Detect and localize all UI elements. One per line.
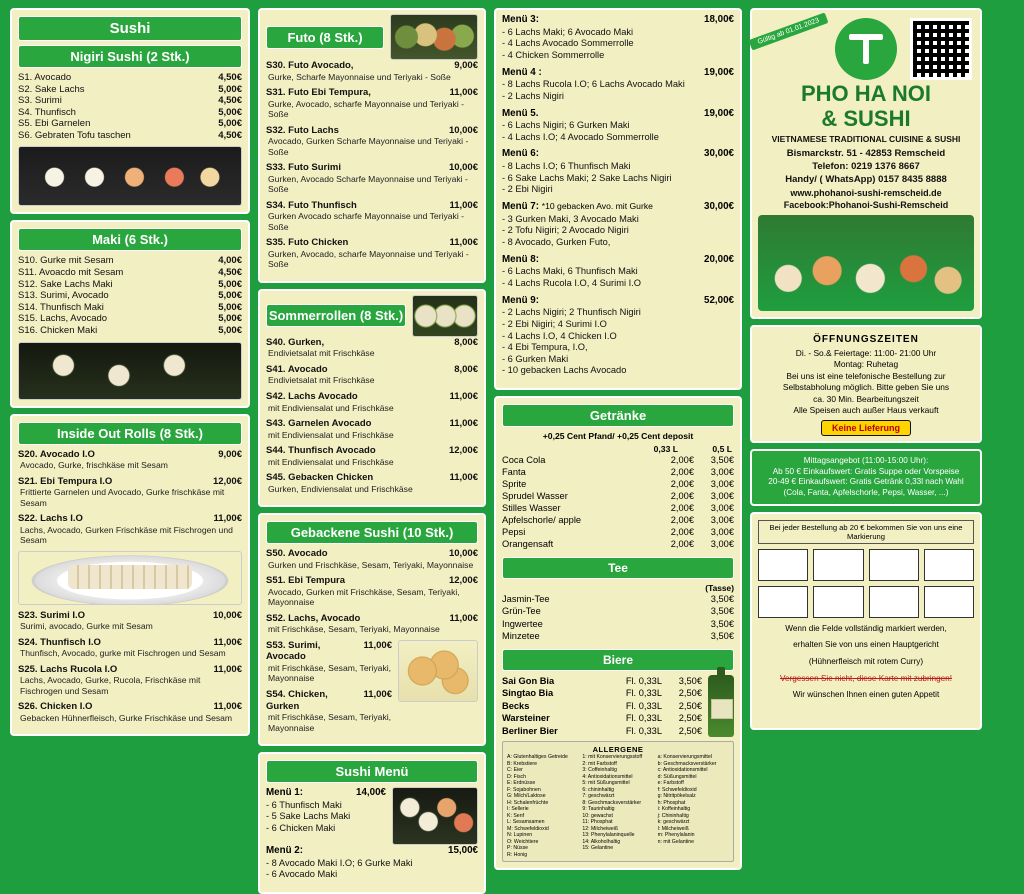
menu-item: Menü 3: 18,00€ - 6 Lachs Maki; 6 Avocado Maki - 4 Lachs Avocado Sommerrolle - 4 Chicken Sommerrolle	[502, 14, 734, 60]
list-item: S15. Lachs, Avocado 5,00€	[18, 313, 242, 325]
sushi-menue-photo	[392, 787, 478, 845]
menu-item: Menü 6: 30,00€ - 8 Lachs I.O; 6 Thunfisch Maki - 6 Sake Lachs Maki; 2 Sake Lachs Nigiri - 2 Ebi Nigiri	[502, 148, 734, 195]
gebacken-item: S52. Lachs, Avocado 11,00€ mit Frischkäse, Sesam, Teriyaki, Mayonnaise	[266, 612, 478, 635]
loyalty-msg: erhalten Sie von uns einen Hauptgericht	[793, 640, 939, 650]
column-futo	[258, 8, 486, 880]
menu-columns	[10, 8, 1014, 880]
opening-hours	[750, 325, 982, 443]
stamp-cell[interactable]	[869, 549, 919, 581]
io-item: S20. Avocado I.O 9,00€ Avocado, Gurke, frischkäse mit Sesam	[18, 448, 242, 471]
futo-photo	[390, 14, 478, 60]
opening-hours-title: ÖFFNUNGSZEITEN	[813, 333, 919, 345]
tagline: VIETNAMESE TRADITIONAL CUISINE & SUSHI	[771, 134, 961, 145]
maki-photo	[18, 342, 242, 400]
loyalty-note: Bei jeder Bestellung ab 20 € bekommen Sie von uns eine Markierung	[758, 520, 974, 544]
tee-list	[502, 593, 734, 643]
panel-menues	[494, 8, 742, 390]
column-sushi	[10, 8, 250, 730]
table-row: Fanta 2,00€ 3,00€	[502, 467, 734, 478]
inside-out-photo	[18, 551, 242, 605]
futo-item: S34. Futo Thunfisch 11,00€ Gurken Avocado scharfe Mayonnaise und Teriyaki - Soße	[266, 199, 478, 232]
hours-line: ca. 30 Min. Bearbeitungszeit	[813, 393, 919, 404]
table-row: Sai Gon Bia Fl. 0,33L 3,50€	[502, 675, 702, 686]
menu-item: Menü 7: *10 gebacken Avo. mit Gurke 30,00€ - 3 Gurken Maki, 3 Avocado Maki - 2 Tofu Nigiri; 2 Avocado Nigiri - 8 Avocado, Gurken Futo,	[502, 201, 734, 247]
panel-gebackene-sushi	[258, 513, 486, 746]
list-item: S11. Avoacdo mit Sesam 4,50€	[18, 267, 242, 279]
table-row: Orangensaft 2,00€ 3,00€	[502, 539, 734, 550]
section-title-getraenke: Getränke	[502, 404, 734, 427]
allergene-box	[502, 741, 734, 862]
allergene-col-lowercase: a: Konservierungsmittel b: Geschmacksverstärker c: Antioxidationsmittel d: Süßungsmittel e: Farbstoff f: Schwefeldioxid g: Nitritpökelsalz h: Phosphat i: Koffeinhaltig j: Chininhaltig k: geschwärzt l: Milcheiweiß m: Phenylalanin n: mit Gelantine	[657, 754, 717, 845]
io-item: S26. Chicken I.O 11,00€ Gebacken Hühnerfleisch, Gurke Frischkäse und Sesam	[18, 701, 242, 723]
loyalty-msg: Wenn die Felde vollständig markiert werden,	[785, 623, 947, 633]
allergene-col-numbers: 1: mit Konservierungsstoff 2: mit Farbstoff 3: Coffeinhaltig 4: Antioxidationsmittel 5: mit Süßungsmittel 6: chininhaltig 7: geschwärzt 8: Geschmacksverstärker 9: Taurinhaltig 10: gewachst 11: Phosphat 12: Milcheiweiß 13: Phenylalaninquelle 14: Alkoholhaltig 15: Gelantine	[582, 754, 643, 852]
facebook-link[interactable]: Facebook:Phohanoi-Sushi-Remscheid	[783, 199, 949, 210]
allergene-col-letters: A: Glutenhaltiges Getreide B: Krebstiere C: Eier D: Fisch E: Erdnüsse F: Sojabohnen G: Milch/Laktose H: Schalenfrüchte I: Sellerie K: Senf L: Sesamsamen M: Schwefeldioxid N: Lupinen O: Weichtiere P: Nüsse R: Honig	[507, 754, 568, 858]
hero-food-photo	[758, 215, 974, 311]
stamp-grid	[758, 549, 974, 618]
stamp-cell[interactable]	[813, 586, 863, 618]
stamp-cell[interactable]	[758, 549, 808, 581]
lunch-line: (Cola, Fanta, Apfelschorle, Pepsi, Wasser, ...)	[783, 487, 949, 497]
pfand-note: +0,25 Cent Pfand/ +0,25 Cent deposit	[542, 430, 694, 441]
hours-line: Montag: Ruhetag	[833, 359, 899, 370]
section-title-inside-out: Inside Out Rolls (8 Stk.)	[18, 422, 242, 445]
loyalty-msg-strikethrough: Vergessen Sie nicht, diese Karte mit zubringen!	[779, 673, 953, 683]
menu-item: Menü 4 : 19,00€ - 8 Lachs Rucola I.O; 6 Lachs Avocado Maki - 2 Lachs Nigiri	[502, 66, 734, 101]
sommer-item: S43. Garnelen Avocado 11,00€ mit Endiviensalat und Frischkäse	[266, 417, 478, 440]
address: Bismarckstr. 51 - 42853 Remscheid	[786, 148, 946, 160]
hours-line: Selbstabholung möglich. Bitte geben Sie uns	[782, 382, 950, 393]
menu-item: Menü 1: 14,00€ - 6 Thunfisch Maki - 5 Sake Lachs Maki - 6 Chicken Maki	[266, 787, 386, 834]
futo-item: S35. Futo Chicken 11,00€ Gurken, Avocado, scharfe Mayonnaise und Teriyaki - Soße	[266, 237, 478, 270]
table-row: Apfelschorle/ apple 2,00€ 3,00€	[502, 515, 734, 526]
futo-item: S30. Futo Avocado, 9,00€ Gurke, Scharfe Mayonnaise und Teriyaki - Soße	[266, 60, 478, 82]
section-title-sushi: Sushi	[18, 16, 242, 41]
section-title-gebackene: Gebackene Sushi (10 Stk.)	[266, 521, 478, 544]
tee-unit: (Tasse)	[705, 582, 734, 593]
io-item: S22. Lachs I.O 11,00€ Lachs, Avocado, Gurken Frischkäse mit Fischrogen und Sesam	[18, 513, 242, 546]
table-row: Minzetee 3,50€	[502, 631, 734, 642]
sommerrollen-photo	[412, 295, 478, 337]
biere-list	[502, 675, 702, 738]
gebacken-item: S50. Avocado 10,00€ Gurken und Frischkäse, Sesam, Teriyaki, Mayonnaise	[266, 548, 478, 570]
section-title-biere: Biere	[502, 649, 734, 671]
list-item: S12. Sake Lachs Maki 5,00€	[18, 278, 242, 290]
brand-header	[750, 8, 982, 319]
column-menues-getraenke	[494, 8, 742, 858]
table-row: Ingwertee 3,50€	[502, 618, 734, 629]
gebackene-photo	[398, 640, 478, 702]
hours-line: Di. - So.& Feiertage: 11:00- 21:00 Uhr	[795, 347, 937, 358]
drinks-list	[502, 454, 734, 551]
list-item: S16. Chicken Maki 5,00€	[18, 324, 242, 336]
stamp-cell[interactable]	[924, 549, 974, 581]
sommer-item: S42. Lachs Avocado 11,00€ mit Endiviensalat und Frischkäse	[266, 390, 478, 413]
sommer-item: S44. Thunfisch Avocado 12,00€ mit Endiviensalat und Frischkäse	[266, 445, 478, 467]
drink-size-header: 0,33 L 0,5 L	[653, 443, 732, 454]
loyalty-card	[750, 512, 982, 730]
panel-getraenke	[494, 396, 742, 871]
hours-line: Bei uns ist eine telefonische Bestellung zur	[786, 370, 946, 381]
futo-item: S32. Futo Lachs 10,00€ Avocado, Gurken Scharfe Mayonnaise und Teriyaki - Soße	[266, 124, 478, 157]
table-row: Becks Fl. 0,33L 2,50€	[502, 700, 702, 711]
table-row: Berliner Bier Fl. 0,33L 2,50€	[502, 725, 702, 736]
table-row: Jasmin-Tee 3,50€	[502, 593, 734, 604]
qr-code-icon[interactable]	[910, 18, 972, 80]
futo-item: S33. Futo Surimi 10,00€ Gurken, Avocado Scharfe Mayonnaise und Teriyaki - Soße	[266, 162, 478, 195]
table-row: Coca Cola 2,00€ 3,50€	[502, 454, 734, 465]
menu-item: Menü 8: 20,00€ - 6 Lachs Maki, 6 Thunfisch Maki - 4 Lachs Rucola I.O, 4 Surimi I.O	[502, 253, 734, 288]
io-item: S21. Ebi Tempura I.O 12,00€ Frittierte Garnelen und Avocado, Gurke frischkäse mit Sesam	[18, 475, 242, 508]
list-item: S5. Ebi Garnelen 5,00€	[18, 118, 242, 130]
mobile: Handy/ ( WhatsApp) 0157 8435 8888	[785, 173, 947, 185]
section-title-sushi-menue: Sushi Menü	[266, 760, 478, 783]
panel-sushi	[10, 8, 250, 214]
panel-sushi-menue	[258, 752, 486, 894]
list-item: S13. Surimi, Avocado 5,00€	[18, 290, 242, 302]
table-row: Sprudel Wasser 2,00€ 3,00€	[502, 491, 734, 502]
restaurant-logo-icon	[835, 18, 897, 80]
section-title-sommerrollen: Sommerrollen (8 Stk.)	[266, 304, 406, 327]
lunch-line: 20-49 € Einkaufswert: Gratis Getränk 0,33l nach Wahl	[768, 477, 964, 487]
table-row: Grün-Tee 3,50€	[502, 606, 734, 617]
list-item: S2. Sake Lachs 5,00€	[18, 83, 242, 95]
list-item: S14. Thunfisch Maki 5,00€	[18, 301, 242, 313]
loyalty-msg: Wir wünschen Ihnen einen guten Appetit	[792, 690, 940, 700]
page-subtitle: & SUSHI	[821, 106, 911, 132]
panel-inside-out	[10, 414, 250, 737]
list-item: S4. Thunfisch 5,00€	[18, 106, 242, 118]
menu-item: Menü 2: 15,00€ - 8 Avocado Maki I.O; 6 Gurke Maki - 6 Avocado Maki	[266, 845, 478, 880]
lunch-offer	[750, 449, 982, 506]
stamp-cell[interactable]	[758, 586, 808, 618]
gebacken-item: S51. Ebi Tempura 12,00€ Avocado, Gurken mit Frischkäse, Sesam, Teriyaki, Mayonnaise	[266, 575, 478, 608]
page-title: PHO HA NOI	[801, 81, 931, 106]
lunch-line: Ab 50 € Einkaufswert: Gratis Suppe oder Vorspeise	[772, 466, 960, 476]
panel-maki	[10, 220, 250, 407]
section-title-nigiri: Nigiri Sushi (2 Stk.)	[18, 45, 242, 68]
status-badge: Keine Lieferung	[821, 420, 911, 436]
table-row: Singtao Bia Fl. 0,33L 2,50€	[502, 688, 702, 699]
section-title-futo: Futo (8 Stk.)	[266, 26, 384, 49]
table-row: Stilles Wasser 2,00€ 3,00€	[502, 503, 734, 514]
list-item: S3. Surimi 4,50€	[18, 95, 242, 107]
panel-futo	[258, 8, 486, 283]
table-row: Pepsi 2,00€ 3,00€	[502, 527, 734, 538]
futo-item: S31. Futo Ebi Tempura, 11,00€ Gurke, Avocado, scharfe Mayonnaise und Teriyaki - Soße	[266, 87, 478, 120]
table-row: Warsteiner Fl. 0,33L 2,50€	[502, 713, 702, 724]
gebacken-item: S53. Surimi, Avocado 11,00€ mit Frischkäse, Sesam, Teriyaki, Mayonnaise	[266, 639, 392, 684]
table-row: Sprite 2,00€ 3,00€	[502, 479, 734, 490]
io-item: S25. Lachs Rucola I.O 11,00€ Lachs, Avocado, Gurke, Rucola, Frischkäse mit Fischrogen und Sesam	[18, 663, 242, 696]
allergene-title: ALLERGENE	[592, 745, 644, 755]
sommer-item: S45. Gebacken Chicken 11,00€ Gurken, Endiviensalat und Frischkäse	[266, 472, 478, 494]
nigiri-photo	[18, 146, 242, 206]
validity-ribbon: Gültig ab 01.01.2023	[749, 12, 829, 50]
menu-item: Menü 9: 52,00€ - 2 Lachs Nigiri; 2 Thunfisch Nigiri - 2 Ebi Nigiri; 4 Surimi I.O - 4 Lachs I.O, 4 Chicken I.O - 4 Ebi Tempura, I.O, - 6 Gurken Maki - 10 gebacken Lachs Avocado	[502, 294, 734, 376]
gebacken-item: S54. Chicken, Gurken 11,00€ mit Frischkäse, Sesam, Teriyaki, Mayonnaise	[266, 688, 392, 733]
list-item: S6. Gebraten Tofu taschen 4,50€	[18, 129, 242, 141]
io-item: S24. Thunfisch I.O 11,00€ Thunfisch, Avocado, gurke mit Fischrogen und Sesam	[18, 636, 242, 659]
stamp-cell[interactable]	[869, 586, 919, 618]
panel-sommerrollen	[258, 289, 486, 507]
phone: Telefon: 0219 1376 8667	[812, 161, 920, 172]
io-item: S23. Surimi I.O 10,00€ Surimi, avocado, Gurke mit Sesam	[18, 609, 242, 632]
nigiri-list	[18, 72, 242, 141]
stamp-cell[interactable]	[924, 586, 974, 618]
menu-item: Menü 5. 19,00€ - 6 Lachs Nigiri; 6 Gurken Maki - 4 Lachs I.O; 4 Avocado Sommerrolle	[502, 107, 734, 142]
section-title-tee: Tee	[502, 557, 734, 579]
sommer-item: S40. Gurken, 8,00€ Endivietsalat mit Frischkäse	[266, 336, 478, 359]
hours-line: Alle Speisen auch außer Haus verkauft	[793, 405, 939, 416]
sommer-item: S41. Avocado 8,00€ Endivietsalat mit Frischkäse	[266, 363, 478, 386]
website-link[interactable]: www.phohanoi-sushi-remscheid.de	[790, 187, 942, 198]
maki-list	[18, 255, 242, 336]
lunch-line: Mittagsangebot (11:00-15:00 Uhr):	[803, 455, 929, 465]
beer-bottle-photo	[708, 675, 734, 737]
loyalty-msg: (Hühnerfleisch mit rotem Curry)	[808, 656, 924, 666]
column-brand	[750, 8, 982, 730]
section-title-maki: Maki (6 Stk.)	[18, 228, 242, 251]
list-item: S10. Gurke mit Sesam 4,00€	[18, 255, 242, 267]
stamp-cell[interactable]	[813, 549, 863, 581]
list-item: S1. Avocado 4,50€	[18, 72, 242, 83]
